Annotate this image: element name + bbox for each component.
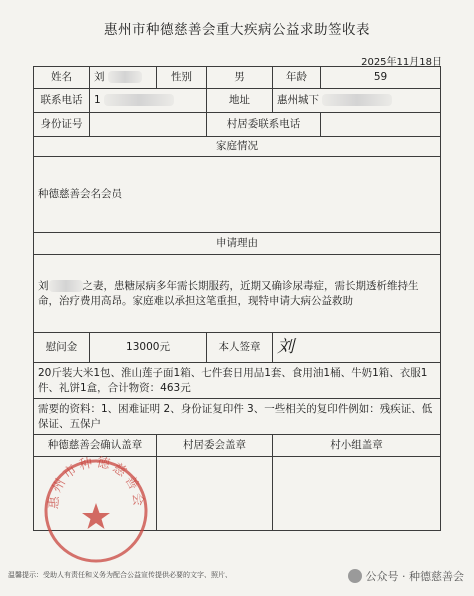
idcard-label: 身份证号 — [34, 113, 90, 137]
signature-label: 本人签章 — [207, 333, 273, 363]
name-text: 刘 — [94, 71, 105, 84]
svg-text:惠州市种德慈善会: 惠州市种德慈善会 — [46, 455, 146, 510]
phone-value — [90, 89, 207, 113]
group-stamp-area — [273, 457, 441, 531]
row-goods — [34, 363, 441, 399]
redaction-mark — [49, 280, 83, 292]
idcard-value — [90, 113, 207, 137]
gender-value: 男 — [207, 67, 273, 89]
row-materials — [34, 399, 441, 435]
footer-note: 温馨提示：受助人有责任和义务为配合公益宣传提供必要的文字、照片、 — [8, 571, 232, 579]
row-id — [34, 113, 441, 137]
goods-content: 20斤装大米1包、淮山莲子面1箱、七件套日用品1套、食用油1桶、牛奶1箱、衣服1件、礼饼1盒，合计物资：463元 — [34, 363, 441, 399]
row-family-header — [34, 137, 441, 157]
official-seal-stamp — [40, 455, 152, 567]
watermark — [348, 568, 465, 584]
watermark-text: 公众号 · 种德慈善会 — [365, 570, 464, 583]
group-stamp-label: 村小组盖章 — [273, 435, 441, 457]
name-value — [90, 67, 157, 89]
wechat-icon — [348, 569, 362, 583]
address-text: 惠州城下 — [277, 94, 319, 107]
reason-header: 申请理由 — [34, 233, 441, 255]
row-contact — [34, 89, 441, 113]
family-header: 家庭情况 — [34, 137, 441, 157]
document-title: 惠州市种德慈善会重大疾病公益求助签收表 — [104, 22, 370, 38]
row-basic-info — [34, 67, 441, 89]
phone-text: 1 — [94, 94, 101, 107]
charity-stamp-label: 种德慈善会确认盖章 — [34, 435, 157, 457]
row-family-content — [34, 157, 441, 233]
gender-label: 性别 — [157, 67, 207, 89]
redaction-mark — [108, 71, 142, 83]
address-label: 地址 — [207, 89, 273, 113]
signature-cell — [273, 333, 441, 363]
row-stamps-header — [34, 435, 441, 457]
phone-label: 联系电话 — [34, 89, 90, 113]
reason-prefix: 刘 — [38, 280, 49, 293]
relief-amount: 13000元 — [90, 333, 207, 363]
family-content: 种德慈善会名会员 — [34, 157, 441, 233]
row-reason-content — [34, 255, 441, 333]
village-phone-value — [321, 113, 441, 137]
village-committee-stamp-label: 村居委会盖章 — [157, 435, 273, 457]
document-date: 2025年11月18日 — [361, 57, 442, 68]
age-value: 59 — [321, 67, 441, 89]
village-committee-stamp-area — [157, 457, 273, 531]
materials-content: 需要的资料：1、困难证明 2、身份证复印件 3、一些相关的复印件例如：残疾证、低保证、五保户 — [34, 399, 441, 435]
name-label: 姓名 — [34, 67, 90, 89]
age-label: 年龄 — [273, 67, 321, 89]
address-value — [273, 89, 441, 113]
handwritten-signature: 刘 — [277, 337, 302, 358]
redaction-mark — [322, 94, 392, 106]
village-phone-label: 村居委联系电话 — [207, 113, 321, 137]
redaction-mark — [104, 94, 174, 106]
row-relief — [34, 333, 441, 363]
row-reason-header — [34, 233, 441, 255]
reason-text: 之妻，患糖尿病多年需长期服药，近期又确诊尿毒症，需长期透析维持生命，治疗费用高昂。家庭难以承担这笔重担，现特申请大病公益救助 — [38, 280, 419, 307]
reason-content — [34, 255, 441, 333]
relief-label: 慰问金 — [34, 333, 90, 363]
